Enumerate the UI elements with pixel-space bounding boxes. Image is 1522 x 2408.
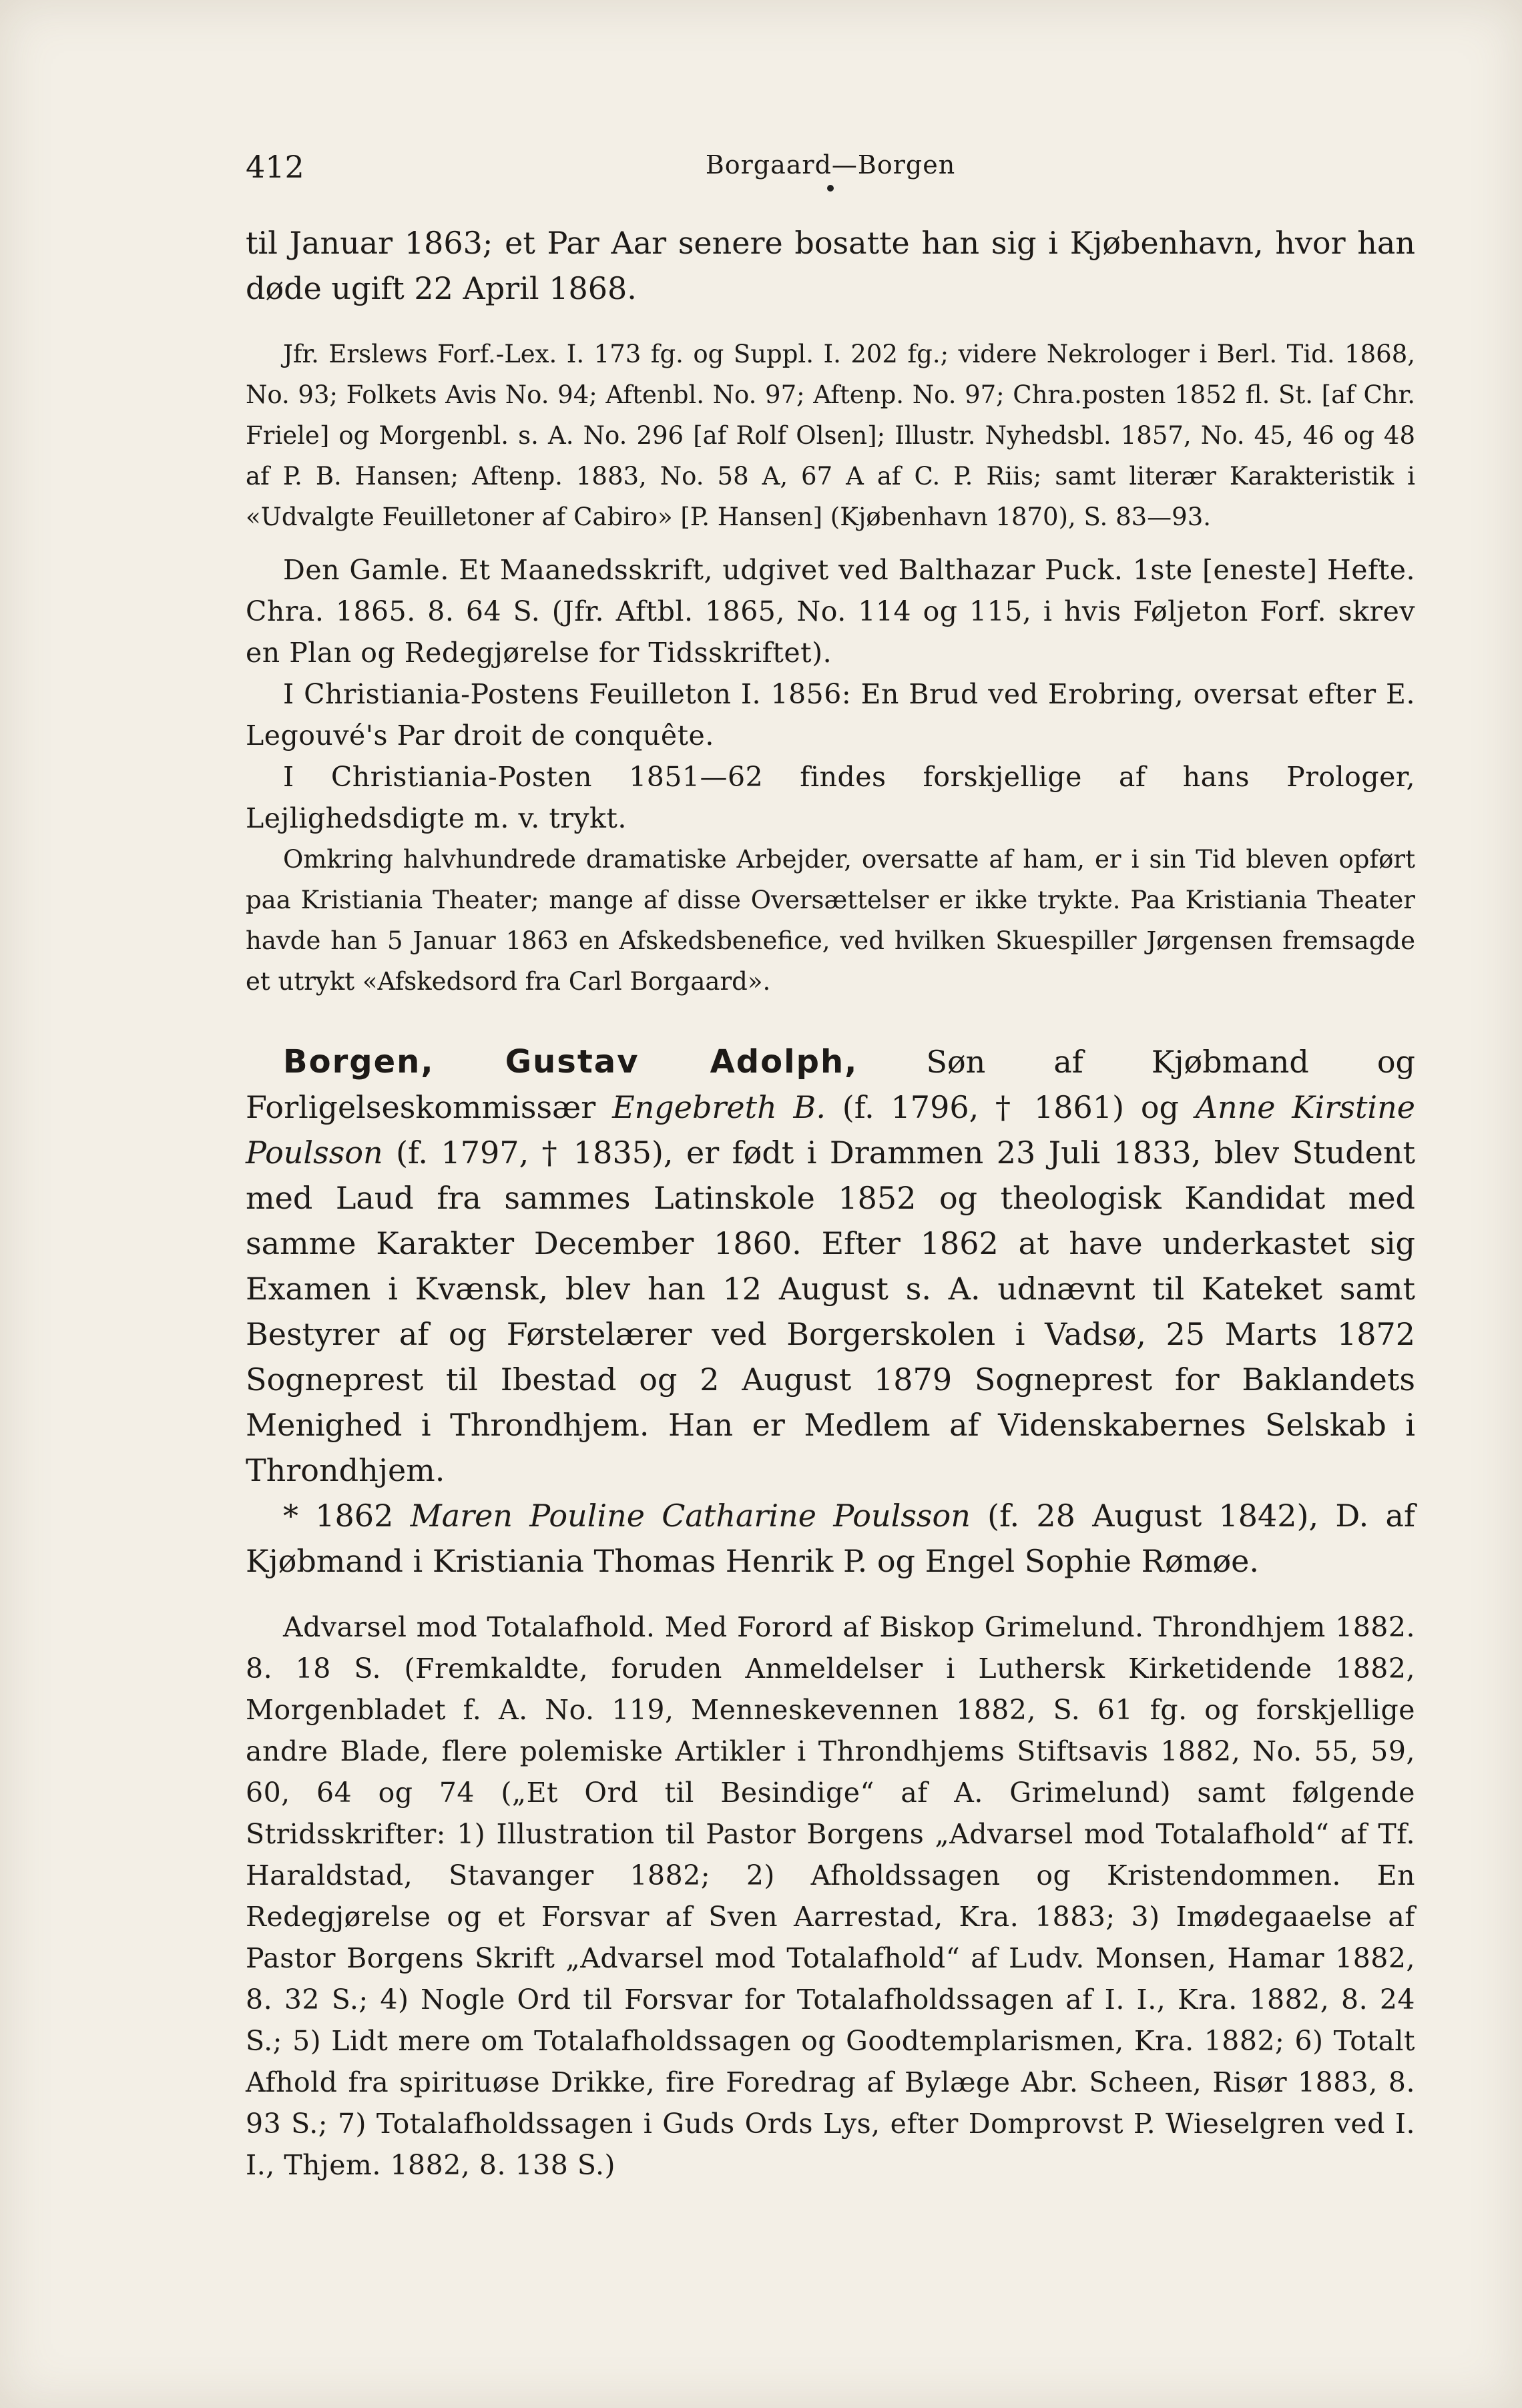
entry-heading: Borgen, Gustav Adolph,: [283, 1043, 858, 1081]
marriage-text-b: (f. 28 August 1842), D. af Kjøbmand i Kristiania Thomas Henrik P. og Engel Sophie Rømøe.: [246, 1498, 1415, 1579]
borgaard-works-1: Den Gamle. Et Maanedsskrift, udgivet ved Balthazar Puck. 1ste [eneste] Hefte. Chra. 1865. 8. 64 S. (Jfr. Aftbl. 1865, No. 114 og 115, i hvis Føljeton Forf. skrev en Plan og Redegjørelse for Tidsskriftet).: [246, 554, 1415, 669]
mother-name: Anne Kirstine Poulsson: [246, 1089, 1415, 1171]
running-head: Borgaard—Borgen: [705, 150, 956, 180]
bio-text-b: (f. 1796, † 1861) og: [825, 1089, 1196, 1125]
page-header: [246, 143, 1415, 184]
borgaard-works-2: I Christiania-Postens Feuilleton I. 1856: En Brud ved Erobring, oversat efter E. Legouvé's Par droit de conquête.: [246, 678, 1415, 751]
borgen-works: Advarsel mod Totalafhold. Med Forord af Biskop Grimelund. Throndhjem 1882. 8. 18 S. (Fremkaldte, foruden Anmeldelser i Luthersk Kirketidende 1882, Morgenbladet f. A. No. 119, Menneskevennen 1882, S. 61 fg. og forskjellige andre Blade, flere polemiske Artikler i Throndhjems Stiftsavis 1882, No. 55, 59, 60, 64 og 74 („Et Ord til Besindige“ af A. Grimelund) samt følgende Stridsskrifter: 1) Illustration til Pastor Borgens „Advarsel mod Totalafhold“ af Tf. Haraldstad, Stavanger 1882; 2) Afholdssagen og Kristendommen. En Redegjørelse og et Forsvar af Sven Aarrestad, Kra. 1883; 3) Imødegaaelse af Pastor Borgens Skrift „Advarsel mod Totalafhold“ af Ludv. Monsen, Hamar 1882, 8. 32 S.; 4) Nogle Ord til Forsvar for Totalafholdssagen af I. I., Kra. 1882, 8. 24 S.; 5) Lidt mere om Totalafholdssagen og Goodtemplarismen, Kra. 1882; 6) Totalt Afhold fra spirituøse Drikke, fire Foredrag af Bylæge Abr. Scheen, Risør 1883, 8. 93 S.; 7) Totalafholdssagen i Guds Ords Lys, efter Domprovst P. Wieselgren ved I. I., Thjem. 1882, 8. 138 S.): [246, 1611, 1415, 2181]
page-body: [246, 220, 1415, 2186]
bio-text-a: Søn af Kjøbmand og Forligelseskommissær: [246, 1044, 1416, 1125]
borgaard-references: Jfr. Erslews Forf.-Lex. I. 173 fg. og Suppl. I. 202 fg.; videre Nekrologer i Berl. Tid. 1868, No. 93; Folkets Avis No. 94; Aftenbl. No. 97; Aftenp. No. 97; Chra.posten 1852 fl. St. [af Chr. Friele] og Morgenbl. s. A. No. 296 [af Rolf Olsen]; Illustr. Nyhedsbl. 1857, No. 45, 46 og 48 af P. B. Hansen; Aftenp. 1883, No. 58 A, 67 A af C. P. Riis; samt literær Karakteristik i «Udvalgte Feuilletoner af Cabiro» [P. Hansen] (Kjøbenhavn 1870), S. 83—93.: [246, 340, 1415, 531]
bio-text-c: (f. 1797, † 1835), er født i Drammen 23 Juli 1833, blev Student med Laud fra sammes Latinskole 1852 og theologisk Kandidat med samme Karakter December 1860. Efter 1862 at have underkastet sig Examen i Kvænsk, blev han 12 August s. A. udnævnt til Kateket samt Bestyrer af og Førstelærer ved Borgerskolen i Vadsø, 25 Marts 1872 Sogneprest til Ibestad og 2 August 1879 Sogneprest for Baklandets Menighed i Throndhjem. Han er Medlem af Videnskabernes Selskab i Throndhjem.: [246, 1135, 1415, 1488]
borgaard-works-3: I Christiania-Posten 1851—62 findes forskjellige af hans Prologer, Lejlighedsdigte m. v. trykt.: [246, 761, 1415, 834]
father-name: Engebreth B.: [612, 1089, 826, 1125]
borgen-biography: [246, 1039, 1415, 1493]
wife-name: Maren Pouline Catharine Poulsson: [410, 1498, 971, 1534]
print-mark: [827, 185, 834, 192]
borgaard-note: Omkring halvhundrede dramatiske Arbejder, oversatte af ham, er i sin Tid bleven opført paa Kristiania Theater; mange af disse Oversættelser er ikke trykte. Paa Kristiania Theater havde han 5 Januar 1863 en Afskedsbenefice, ved hvilken Skuespiller Jørgensen fremsagde et utrykt «Afskedsord fra Carl Borgaard».: [246, 845, 1415, 996]
page-number: 412: [246, 149, 304, 185]
borgaard-intro: til Januar 1863; et Par Aar senere bosatte han sig i Kjøbenhavn, hvor han døde ugift 22 April 1868.: [246, 225, 1415, 306]
marriage-text-a: * 1862: [283, 1498, 411, 1534]
borgen-marriage: [246, 1493, 1415, 1584]
